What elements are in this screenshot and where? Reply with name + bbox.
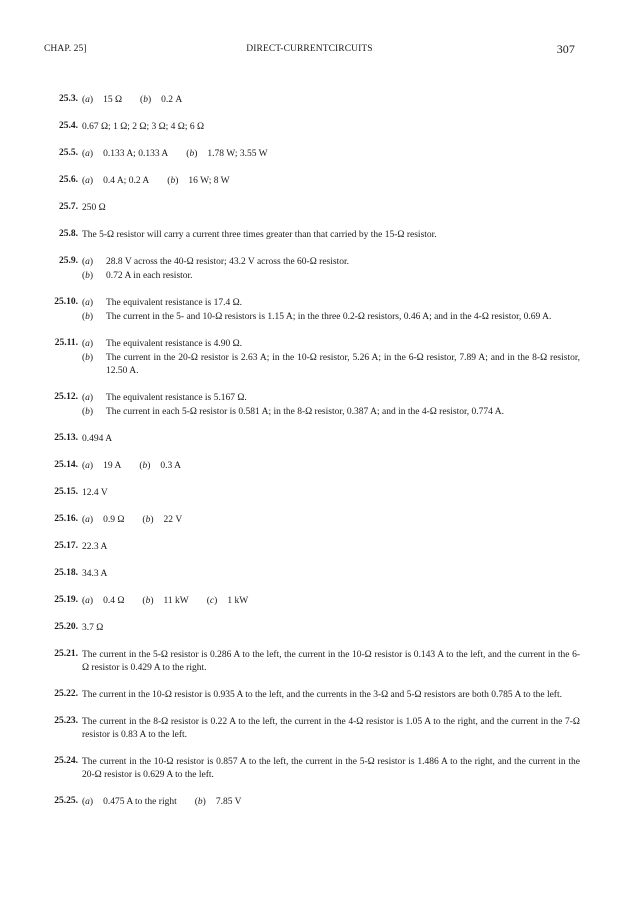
part-label: (a) (82, 95, 94, 105)
problem-number: 25.11. (54, 338, 78, 348)
part-value: 0.475 A to the right (103, 797, 177, 807)
answer-part (82, 95, 122, 105)
subpart-label: (a) (82, 298, 94, 308)
part-label: (a) (82, 797, 94, 807)
answer-part (167, 176, 229, 186)
answer-part (82, 149, 168, 159)
part-letter: a (85, 149, 90, 159)
running-title: DIRECT-CURRENTCIRCUITS (246, 44, 373, 54)
answer-entry (40, 514, 580, 527)
answer-subpart (82, 406, 580, 419)
answer-part (82, 596, 124, 606)
problem-number: 25.25. (54, 796, 78, 806)
answer-list (40, 94, 580, 823)
answer-text: The current in the 5-Ω resistor is 0.286 A to the left, the current in the 10-Ω resistor is 0.143 A to the left, and the current in the 6-Ω resistor is 0.429 A to the right. (82, 650, 580, 673)
part-label: (b) (194, 797, 206, 807)
answer-text: The current in the 10-Ω resistor is 0.857 A to the left, the current in the 5-Ω resistor is 1.486 A to the right, and the current in the 20-Ω resistor is 0.629 A to the left. (82, 757, 580, 780)
answer-subpart (82, 297, 580, 310)
answer-entry (40, 649, 580, 675)
part-value: 0.2 A (161, 95, 183, 105)
part-label: (b) (167, 176, 179, 186)
subpart-label: (b) (82, 271, 94, 281)
answer-inline-parts (82, 595, 580, 608)
problem-number: 25.20. (54, 622, 78, 632)
part-label: (a) (82, 596, 94, 606)
part-value: 16 W; 8 W (188, 176, 230, 186)
part-label: (a) (82, 461, 94, 471)
answer-subpart (82, 270, 580, 283)
problem-number: 25.22. (54, 689, 78, 699)
answer-text: 0.494 A (82, 434, 113, 444)
answer-part (139, 461, 181, 471)
part-label: (a) (82, 176, 94, 186)
problem-number: 25.23. (54, 716, 78, 726)
part-value: 0.133 A; 0.133 A (103, 149, 169, 159)
problem-number: 25.10. (54, 297, 78, 307)
problem-number: 25.18. (54, 568, 78, 578)
problem-number: 25.24. (54, 756, 78, 766)
subpart-text: The equivalent resistance is 4.90 Ω. (106, 339, 243, 349)
part-label: (a) (82, 515, 94, 525)
answer-entry (40, 796, 580, 809)
part-letter: a (85, 515, 90, 525)
answer-entry (40, 229, 580, 242)
part-letter: c (209, 596, 215, 606)
answer-subpart (82, 311, 580, 324)
problem-number: 25.21. (54, 649, 78, 659)
answer-inline-parts (82, 514, 580, 527)
answer-entry (40, 541, 580, 554)
subpart-letter: b (85, 271, 90, 281)
subpart-text: The equivalent resistance is 5.167 Ω. (106, 393, 247, 403)
subpart-label: (b) (82, 353, 94, 363)
answer-entry (40, 392, 580, 419)
answer-entry (40, 433, 580, 446)
answer-subpart (82, 392, 580, 405)
part-label: (b) (140, 95, 152, 105)
problem-number: 25.16. (54, 514, 78, 524)
part-value: 1.78 W; 3.55 W (207, 149, 268, 159)
answer-part (140, 95, 182, 105)
answer-entry (40, 716, 580, 742)
answer-part (82, 797, 177, 807)
subpart-letter: b (85, 312, 90, 322)
answer-inline-parts (82, 94, 580, 107)
answer-entry (40, 460, 580, 473)
part-value: 15 Ω (103, 95, 123, 105)
answer-entry (40, 338, 580, 378)
problem-number: 25.7. (59, 202, 78, 212)
subpart-letter: b (85, 407, 90, 417)
part-letter: a (85, 95, 90, 105)
problem-number: 25.19. (54, 595, 78, 605)
answer-part (195, 797, 242, 807)
answer-text: The current in the 8-Ω resistor is 0.22 A to the left, the current in the 4-Ω resistor is 1.05 A to the right, and the current in the 7-Ω resistor is 0.83 A to the left. (82, 717, 580, 740)
part-label: (a) (82, 149, 94, 159)
subpart-text: The current in the 20-Ω resistor is 2.63 A; in the 10-Ω resistor, 5.26 A; in the 6-Ω resistor, 7.89 A; and in the 8-Ω resistor, 12.50 A. (106, 353, 580, 376)
answer-entry (40, 202, 580, 215)
problem-number: 25.8. (59, 229, 78, 239)
part-letter: b (170, 176, 176, 186)
part-label: (b) (142, 515, 154, 525)
part-value: 0.3 A (160, 461, 181, 471)
subpart-text: 28.8 V across the 40-Ω resistor; 43.2 V across the 60-Ω resistor. (106, 257, 349, 267)
chapter-label: CHAP. 25] (44, 44, 87, 54)
subpart-label: (b) (82, 407, 94, 417)
answer-inline-parts (82, 175, 580, 188)
subpart-letter: a (85, 339, 90, 349)
part-value: 0.4 Ω (103, 596, 125, 606)
part-label: (b) (139, 461, 151, 471)
problem-number: 25.12. (54, 392, 78, 402)
answer-part (142, 515, 182, 525)
answer-entry (40, 175, 580, 188)
subpart-text: The equivalent resistance is 17.4 Ω. (106, 298, 243, 308)
part-value: 0.4 A; 0.2 A (103, 176, 150, 186)
problem-number: 25.6. (59, 175, 78, 185)
problem-number: 25.15. (54, 487, 78, 497)
subpart-letter: a (85, 298, 90, 308)
answer-entry (40, 689, 580, 702)
problem-number: 25.17. (54, 541, 78, 551)
page-number: 307 (556, 42, 575, 56)
part-letter: b (197, 797, 203, 807)
answer-subpart (82, 256, 580, 269)
answer-entry (40, 487, 580, 500)
part-letter: b (189, 149, 195, 159)
subpart-letter: a (85, 393, 90, 403)
answer-entry (40, 94, 580, 107)
part-label: (c) (206, 596, 218, 606)
subpart-text: The current in the 5- and 10-Ω resistors is 1.15 A; in the three 0.2-Ω resistors, 0.46 A; and in the 4-Ω resistor, 0.69 A. (106, 312, 552, 322)
part-letter: a (85, 176, 90, 186)
answer-part (142, 596, 188, 606)
answer-inline-parts (82, 796, 580, 809)
problem-number: 25.14. (54, 460, 78, 470)
problem-number: 25.4. (59, 121, 78, 131)
answer-text: The current in the 10-Ω resistor is 0.935 A to the left, and the currents in the 3-Ω and 5-Ω resistors are both 0.785 A to the left. (82, 690, 562, 700)
problem-number: 25.5. (59, 148, 78, 158)
answer-entry (40, 568, 580, 581)
subpart-text: 0.72 A in each resistor. (106, 271, 193, 281)
subpart-text: The current in each 5-Ω resistor is 0.581 A; in the 8-Ω resistor, 0.387 A; and in the 4-Ω resistor, 0.774 A. (106, 407, 504, 417)
subpart-letter: a (85, 257, 90, 267)
answer-entry (40, 148, 580, 161)
answer-text: 12.4 V (82, 488, 108, 498)
part-value: 7.85 V (215, 797, 242, 807)
subpart-label: (a) (82, 393, 94, 403)
subpart-label: (a) (82, 339, 94, 349)
answer-subpart (82, 352, 580, 378)
part-letter: a (85, 797, 90, 807)
part-value: 11 kW (163, 596, 189, 606)
part-letter: a (85, 461, 90, 471)
part-letter: b (145, 515, 151, 525)
part-letter: a (85, 596, 90, 606)
answer-entry (40, 121, 580, 134)
part-letter: b (145, 596, 151, 606)
part-value: 0.9 Ω (103, 515, 125, 525)
subpart-letter: b (85, 353, 90, 363)
answer-text: 34.3 A (82, 569, 108, 579)
answer-entry (40, 595, 580, 608)
answer-part (186, 149, 267, 159)
answer-part (82, 515, 124, 525)
answer-inline-parts (82, 460, 580, 473)
answer-part (82, 461, 121, 471)
answer-subpart (82, 338, 580, 351)
part-label: (b) (186, 149, 198, 159)
part-value: 1 kW (227, 596, 249, 606)
page-header (44, 42, 575, 58)
answer-text: 250 Ω (82, 203, 106, 213)
answer-entry (40, 297, 580, 324)
answer-entry (40, 756, 580, 782)
problem-number: 25.13. (54, 433, 78, 443)
answer-text: The 5-Ω resistor will carry a current three times greater than that carried by the 15-Ω resistor. (82, 230, 437, 240)
part-value: 19 A (103, 461, 122, 471)
answer-text: 22.3 A (82, 542, 108, 552)
subpart-label: (b) (82, 312, 94, 322)
part-value: 22 V (163, 515, 183, 525)
answer-inline-parts (82, 148, 580, 161)
answer-part (82, 176, 149, 186)
answer-text: 3.7 Ω (82, 623, 104, 633)
answer-entry (40, 256, 580, 283)
part-letter: b (143, 95, 148, 105)
problem-number: 25.3. (59, 94, 78, 104)
subpart-label: (a) (82, 257, 94, 267)
part-label: (b) (142, 596, 154, 606)
problem-number: 25.9. (59, 256, 78, 266)
part-letter: b (142, 461, 148, 471)
answer-text: 0.67 Ω; 1 Ω; 2 Ω; 3 Ω; 4 Ω; 6 Ω (82, 122, 205, 132)
answer-entry (40, 622, 580, 635)
answer-part (207, 596, 248, 606)
